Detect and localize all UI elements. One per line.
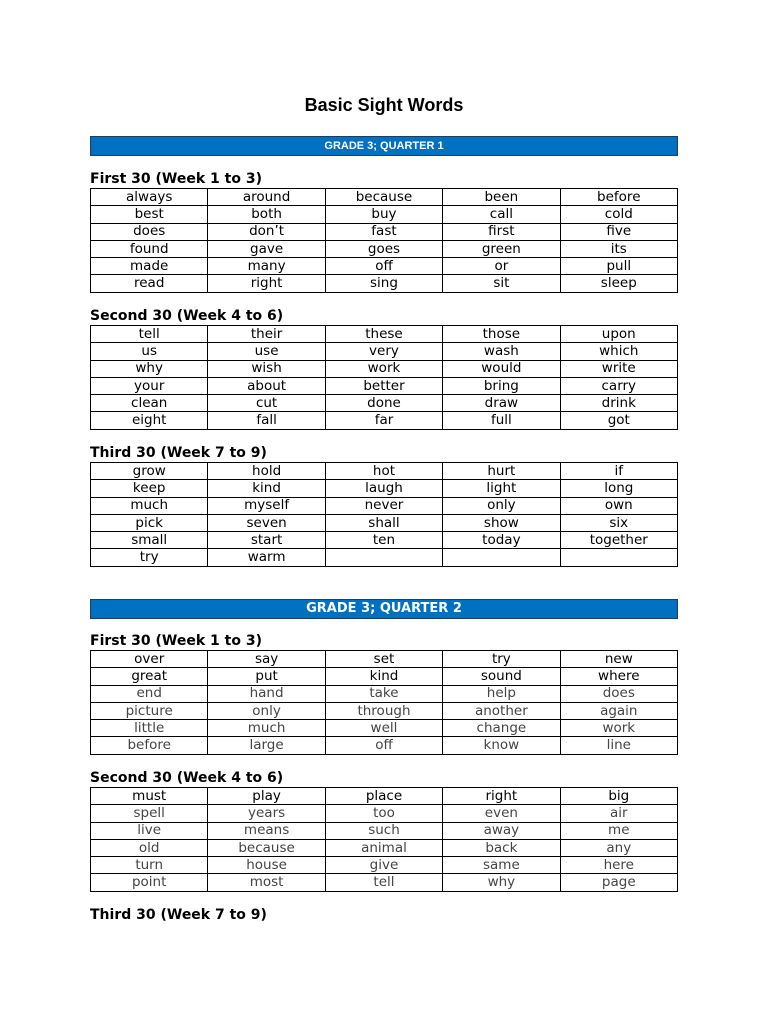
word-cell: bring — [443, 377, 560, 394]
q1-section-2-heading: Second 30 (Week 4 to 6) — [90, 308, 284, 324]
word-cell: work — [560, 720, 677, 737]
word-cell: show — [443, 514, 560, 531]
word-cell: where — [560, 668, 677, 685]
table-row — [91, 480, 678, 497]
table-row — [91, 668, 678, 685]
word-cell: six — [560, 514, 677, 531]
word-cell: first — [443, 223, 560, 240]
table-row — [91, 839, 678, 856]
word-cell: us — [91, 343, 208, 360]
word-cell: keep — [91, 480, 208, 497]
word-cell: light — [443, 480, 560, 497]
word-cell: drink — [560, 395, 677, 412]
word-cell: house — [208, 857, 325, 874]
word-cell: far — [325, 412, 442, 429]
table-row — [91, 857, 678, 874]
word-cell: spell — [91, 805, 208, 822]
word-cell: know — [443, 737, 560, 754]
word-cell: because — [208, 839, 325, 856]
word-cell: over — [91, 651, 208, 668]
word-cell: gave — [208, 240, 325, 257]
word-cell: hand — [208, 685, 325, 702]
word-cell: most — [208, 874, 325, 891]
word-cell: myself — [208, 497, 325, 514]
word-cell: goes — [325, 240, 442, 257]
word-cell: or — [443, 258, 560, 275]
table-row — [91, 874, 678, 891]
word-cell: small — [91, 532, 208, 549]
word-cell: another — [443, 702, 560, 719]
word-cell: does — [560, 685, 677, 702]
word-cell: wash — [443, 343, 560, 360]
word-cell: if — [560, 463, 677, 480]
word-cell: ten — [325, 532, 442, 549]
word-cell: place — [325, 788, 442, 805]
word-cell: got — [560, 412, 677, 429]
table-row — [91, 514, 678, 531]
word-cell: carry — [560, 377, 677, 394]
word-cell: set — [325, 651, 442, 668]
word-cell: long — [560, 480, 677, 497]
q2-section-1-heading: First 30 (Week 1 to 3) — [90, 633, 262, 649]
quarter-2-banner: GRADE 3; QUARTER 2 — [90, 599, 678, 619]
word-cell — [560, 549, 677, 566]
table-row — [91, 326, 678, 343]
word-cell: sleep — [560, 275, 677, 292]
word-cell: use — [208, 343, 325, 360]
word-cell: around — [208, 189, 325, 206]
word-cell: those — [443, 326, 560, 343]
word-cell: say — [208, 651, 325, 668]
word-cell: play — [208, 788, 325, 805]
word-cell: today — [443, 532, 560, 549]
table-row — [91, 822, 678, 839]
word-cell — [325, 549, 442, 566]
word-cell: cut — [208, 395, 325, 412]
table-row — [91, 223, 678, 240]
word-cell: even — [443, 805, 560, 822]
word-cell: done — [325, 395, 442, 412]
word-cell: put — [208, 668, 325, 685]
table-row — [91, 497, 678, 514]
word-cell — [443, 549, 560, 566]
word-cell: large — [208, 737, 325, 754]
word-cell: means — [208, 822, 325, 839]
q2-section-2-table — [90, 787, 678, 892]
word-cell: pick — [91, 514, 208, 531]
word-cell: years — [208, 805, 325, 822]
word-cell: live — [91, 822, 208, 839]
word-cell: which — [560, 343, 677, 360]
word-cell: through — [325, 702, 442, 719]
word-cell: only — [443, 497, 560, 514]
word-cell: before — [91, 737, 208, 754]
word-cell: buy — [325, 206, 442, 223]
word-cell: right — [208, 275, 325, 292]
word-cell: would — [443, 360, 560, 377]
word-cell: work — [325, 360, 442, 377]
word-cell: wish — [208, 360, 325, 377]
word-cell: kind — [325, 668, 442, 685]
word-cell: must — [91, 788, 208, 805]
table-row — [91, 240, 678, 257]
word-cell: full — [443, 412, 560, 429]
word-cell: point — [91, 874, 208, 891]
word-cell: change — [443, 720, 560, 737]
word-cell: about — [208, 377, 325, 394]
table-row — [91, 463, 678, 480]
word-cell: read — [91, 275, 208, 292]
word-cell: little — [91, 720, 208, 737]
word-cell: me — [560, 822, 677, 839]
word-cell: fall — [208, 412, 325, 429]
table-row — [91, 395, 678, 412]
word-cell: much — [91, 497, 208, 514]
table-row — [91, 737, 678, 754]
word-cell: because — [325, 189, 442, 206]
word-cell: off — [325, 737, 442, 754]
word-cell: away — [443, 822, 560, 839]
word-cell: off — [325, 258, 442, 275]
word-cell: eight — [91, 412, 208, 429]
word-cell: own — [560, 497, 677, 514]
q2-section-3-heading: Third 30 (Week 7 to 9) — [90, 907, 267, 923]
word-cell: hot — [325, 463, 442, 480]
word-cell: give — [325, 857, 442, 874]
word-cell: seven — [208, 514, 325, 531]
table-row — [91, 532, 678, 549]
word-cell: before — [560, 189, 677, 206]
word-cell: found — [91, 240, 208, 257]
word-cell: upon — [560, 326, 677, 343]
table-row — [91, 258, 678, 275]
table-row — [91, 549, 678, 566]
word-cell: kind — [208, 480, 325, 497]
q1-section-2-table — [90, 325, 678, 430]
word-cell: old — [91, 839, 208, 856]
word-cell: animal — [325, 839, 442, 856]
table-row — [91, 702, 678, 719]
word-cell: back — [443, 839, 560, 856]
word-cell: cold — [560, 206, 677, 223]
word-cell: fast — [325, 223, 442, 240]
word-cell: laugh — [325, 480, 442, 497]
word-cell: page — [560, 874, 677, 891]
table-row — [91, 412, 678, 429]
q1-section-1-heading: First 30 (Week 1 to 3) — [90, 171, 262, 187]
word-cell: again — [560, 702, 677, 719]
quarter-1-banner: GRADE 3; QUARTER 1 — [90, 136, 678, 156]
word-cell: never — [325, 497, 442, 514]
word-cell: big — [560, 788, 677, 805]
word-cell: five — [560, 223, 677, 240]
q2-section-1-table — [90, 650, 678, 755]
word-cell: tell — [91, 326, 208, 343]
word-cell: very — [325, 343, 442, 360]
word-cell: sit — [443, 275, 560, 292]
word-cell: draw — [443, 395, 560, 412]
word-cell: sound — [443, 668, 560, 685]
word-cell: pull — [560, 258, 677, 275]
q1-section-1-table — [90, 188, 678, 293]
word-cell: does — [91, 223, 208, 240]
table-row — [91, 275, 678, 292]
word-cell: any — [560, 839, 677, 856]
word-cell: write — [560, 360, 677, 377]
table-row — [91, 206, 678, 223]
word-cell: green — [443, 240, 560, 257]
word-cell: call — [443, 206, 560, 223]
word-cell: picture — [91, 702, 208, 719]
word-cell: been — [443, 189, 560, 206]
q1-section-3-heading: Third 30 (Week 7 to 9) — [90, 445, 267, 461]
word-cell: well — [325, 720, 442, 737]
word-cell: here — [560, 857, 677, 874]
word-cell: their — [208, 326, 325, 343]
word-cell: hurt — [443, 463, 560, 480]
word-cell: take — [325, 685, 442, 702]
word-cell: help — [443, 685, 560, 702]
word-cell: grow — [91, 463, 208, 480]
word-cell: much — [208, 720, 325, 737]
word-cell: made — [91, 258, 208, 275]
q1-section-3-table — [90, 462, 678, 567]
word-cell: hold — [208, 463, 325, 480]
table-row — [91, 788, 678, 805]
table-row — [91, 343, 678, 360]
word-cell: best — [91, 206, 208, 223]
table-row — [91, 805, 678, 822]
word-cell: clean — [91, 395, 208, 412]
word-cell: great — [91, 668, 208, 685]
word-cell: tell — [325, 874, 442, 891]
word-cell: why — [443, 874, 560, 891]
table-row — [91, 651, 678, 668]
word-cell: only — [208, 702, 325, 719]
word-cell: don’t — [208, 223, 325, 240]
word-cell: your — [91, 377, 208, 394]
word-cell: both — [208, 206, 325, 223]
word-cell: together — [560, 532, 677, 549]
word-cell: try — [443, 651, 560, 668]
word-cell: new — [560, 651, 677, 668]
table-row — [91, 685, 678, 702]
word-cell: right — [443, 788, 560, 805]
word-cell: better — [325, 377, 442, 394]
word-cell: its — [560, 240, 677, 257]
word-cell: try — [91, 549, 208, 566]
word-cell: these — [325, 326, 442, 343]
word-cell: line — [560, 737, 677, 754]
word-cell: shall — [325, 514, 442, 531]
word-cell: such — [325, 822, 442, 839]
word-cell: same — [443, 857, 560, 874]
word-cell: why — [91, 360, 208, 377]
word-cell: end — [91, 685, 208, 702]
word-cell: many — [208, 258, 325, 275]
word-cell: warm — [208, 549, 325, 566]
word-cell: air — [560, 805, 677, 822]
table-row — [91, 720, 678, 737]
table-row — [91, 189, 678, 206]
table-row — [91, 360, 678, 377]
word-cell: sing — [325, 275, 442, 292]
page-title: Basic Sight Words — [304, 95, 464, 115]
word-cell: too — [325, 805, 442, 822]
word-cell: start — [208, 532, 325, 549]
q2-section-2-heading: Second 30 (Week 4 to 6) — [90, 770, 284, 786]
table-row — [91, 377, 678, 394]
word-cell: always — [91, 189, 208, 206]
word-cell: turn — [91, 857, 208, 874]
